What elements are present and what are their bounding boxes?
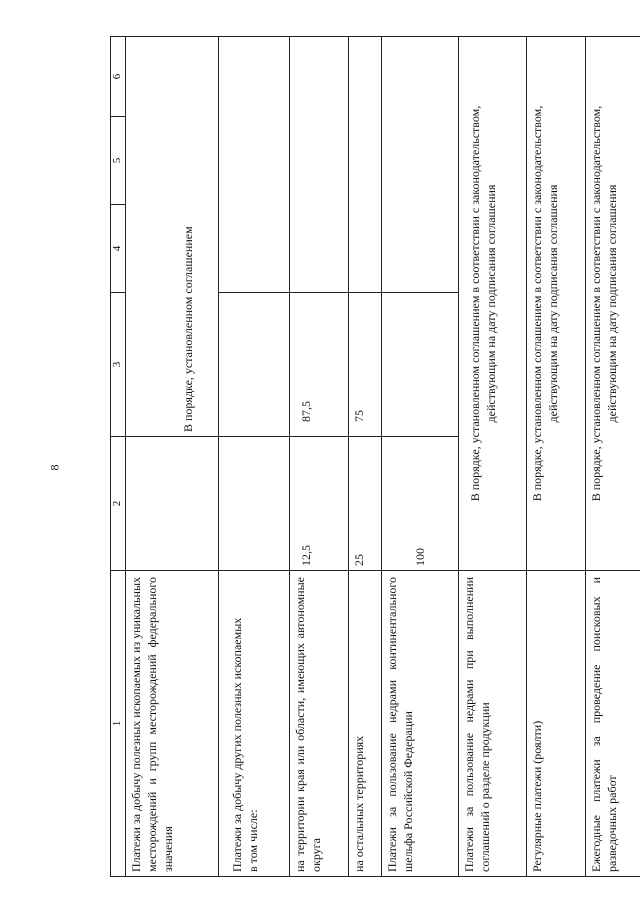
merged-text-line2: действующим на дату подписания соглашения — [484, 184, 499, 423]
row-label: Регулярные платежи (роялти) — [527, 571, 585, 877]
column-header: 1 — [111, 571, 126, 877]
table-row — [527, 37, 585, 877]
cell-col2 — [126, 437, 219, 571]
cell-empty — [348, 37, 381, 293]
table-row — [126, 37, 219, 877]
value-col2: 12,5 — [299, 545, 314, 566]
cell-merged-text — [459, 37, 527, 571]
row-label: на остальных территориях — [348, 571, 381, 877]
row-label-sub: в том числе: — [246, 809, 260, 872]
cell-col2 — [348, 437, 381, 571]
merged-text-line2: действующим на дату подписания соглашения — [546, 184, 561, 423]
table-row — [348, 37, 381, 877]
merged-text-line1: В порядке, установленном соглашением в соответствии с законодательством, — [530, 105, 545, 502]
cell-merged-text — [585, 37, 640, 571]
column-header: 3 — [111, 293, 126, 437]
row-label-main: Платежи за добычу других полезных ископаемых — [230, 617, 244, 872]
merged-text-line1: В порядке, установленном соглашением в соответствии с законодательством, — [588, 105, 603, 502]
column-header: 2 — [111, 437, 126, 571]
table-row — [585, 37, 640, 877]
page-number: 8 — [47, 464, 62, 471]
value-col2: 25 — [351, 554, 366, 566]
cell-col2 — [219, 437, 290, 571]
cell-empty — [290, 37, 348, 293]
cell-col3 — [381, 293, 458, 437]
row-label: Платежи за пользование недрами континентального шельфа Российской Федерации — [381, 571, 458, 877]
table-row — [290, 37, 348, 877]
column-header: 6 — [111, 37, 126, 117]
merged-text — [588, 41, 620, 566]
cell-col3 — [348, 293, 381, 437]
row-label: на территории края или области, имеющих автономные округа — [290, 571, 348, 877]
table-row — [459, 37, 527, 877]
row-label: Ежегодные платежи за проведение поисковых и разведочных работ — [585, 571, 640, 877]
value-col3: 75 — [351, 410, 366, 422]
row-label: Платежи за пользование недрами при выполнении соглашений о разделе продукции — [459, 571, 527, 877]
column-header: 5 — [111, 117, 126, 205]
merged-text: В порядке, установленном соглашением — [181, 226, 195, 432]
cell-col3 — [290, 293, 348, 437]
column-header: 4 — [111, 205, 126, 293]
cell-empty — [381, 37, 458, 293]
merged-text — [529, 41, 561, 566]
merged-text — [467, 41, 499, 566]
cell-col3 — [219, 293, 290, 437]
cell-empty — [219, 37, 290, 293]
table-header-row — [111, 37, 126, 877]
table-row — [219, 37, 290, 877]
merged-text-line1: В порядке, установленном соглашением в соответствии с законодательством, — [468, 105, 483, 502]
value-col2: 100 — [412, 548, 427, 566]
document-table — [110, 37, 640, 877]
table-row — [381, 37, 458, 877]
cell-col2 — [381, 437, 458, 571]
cell-merged-text — [126, 37, 219, 437]
row-label — [219, 571, 290, 877]
cell-col2 — [290, 437, 348, 571]
merged-text-line2: действующим на дату подписания соглашения — [604, 184, 619, 423]
cell-merged-text — [527, 37, 585, 571]
row-label: Платежи за добычу полезных ископаемых из уникальных месторождений и групп месторождений федерального значения — [126, 571, 219, 877]
value-col3: 87,5 — [299, 401, 314, 422]
